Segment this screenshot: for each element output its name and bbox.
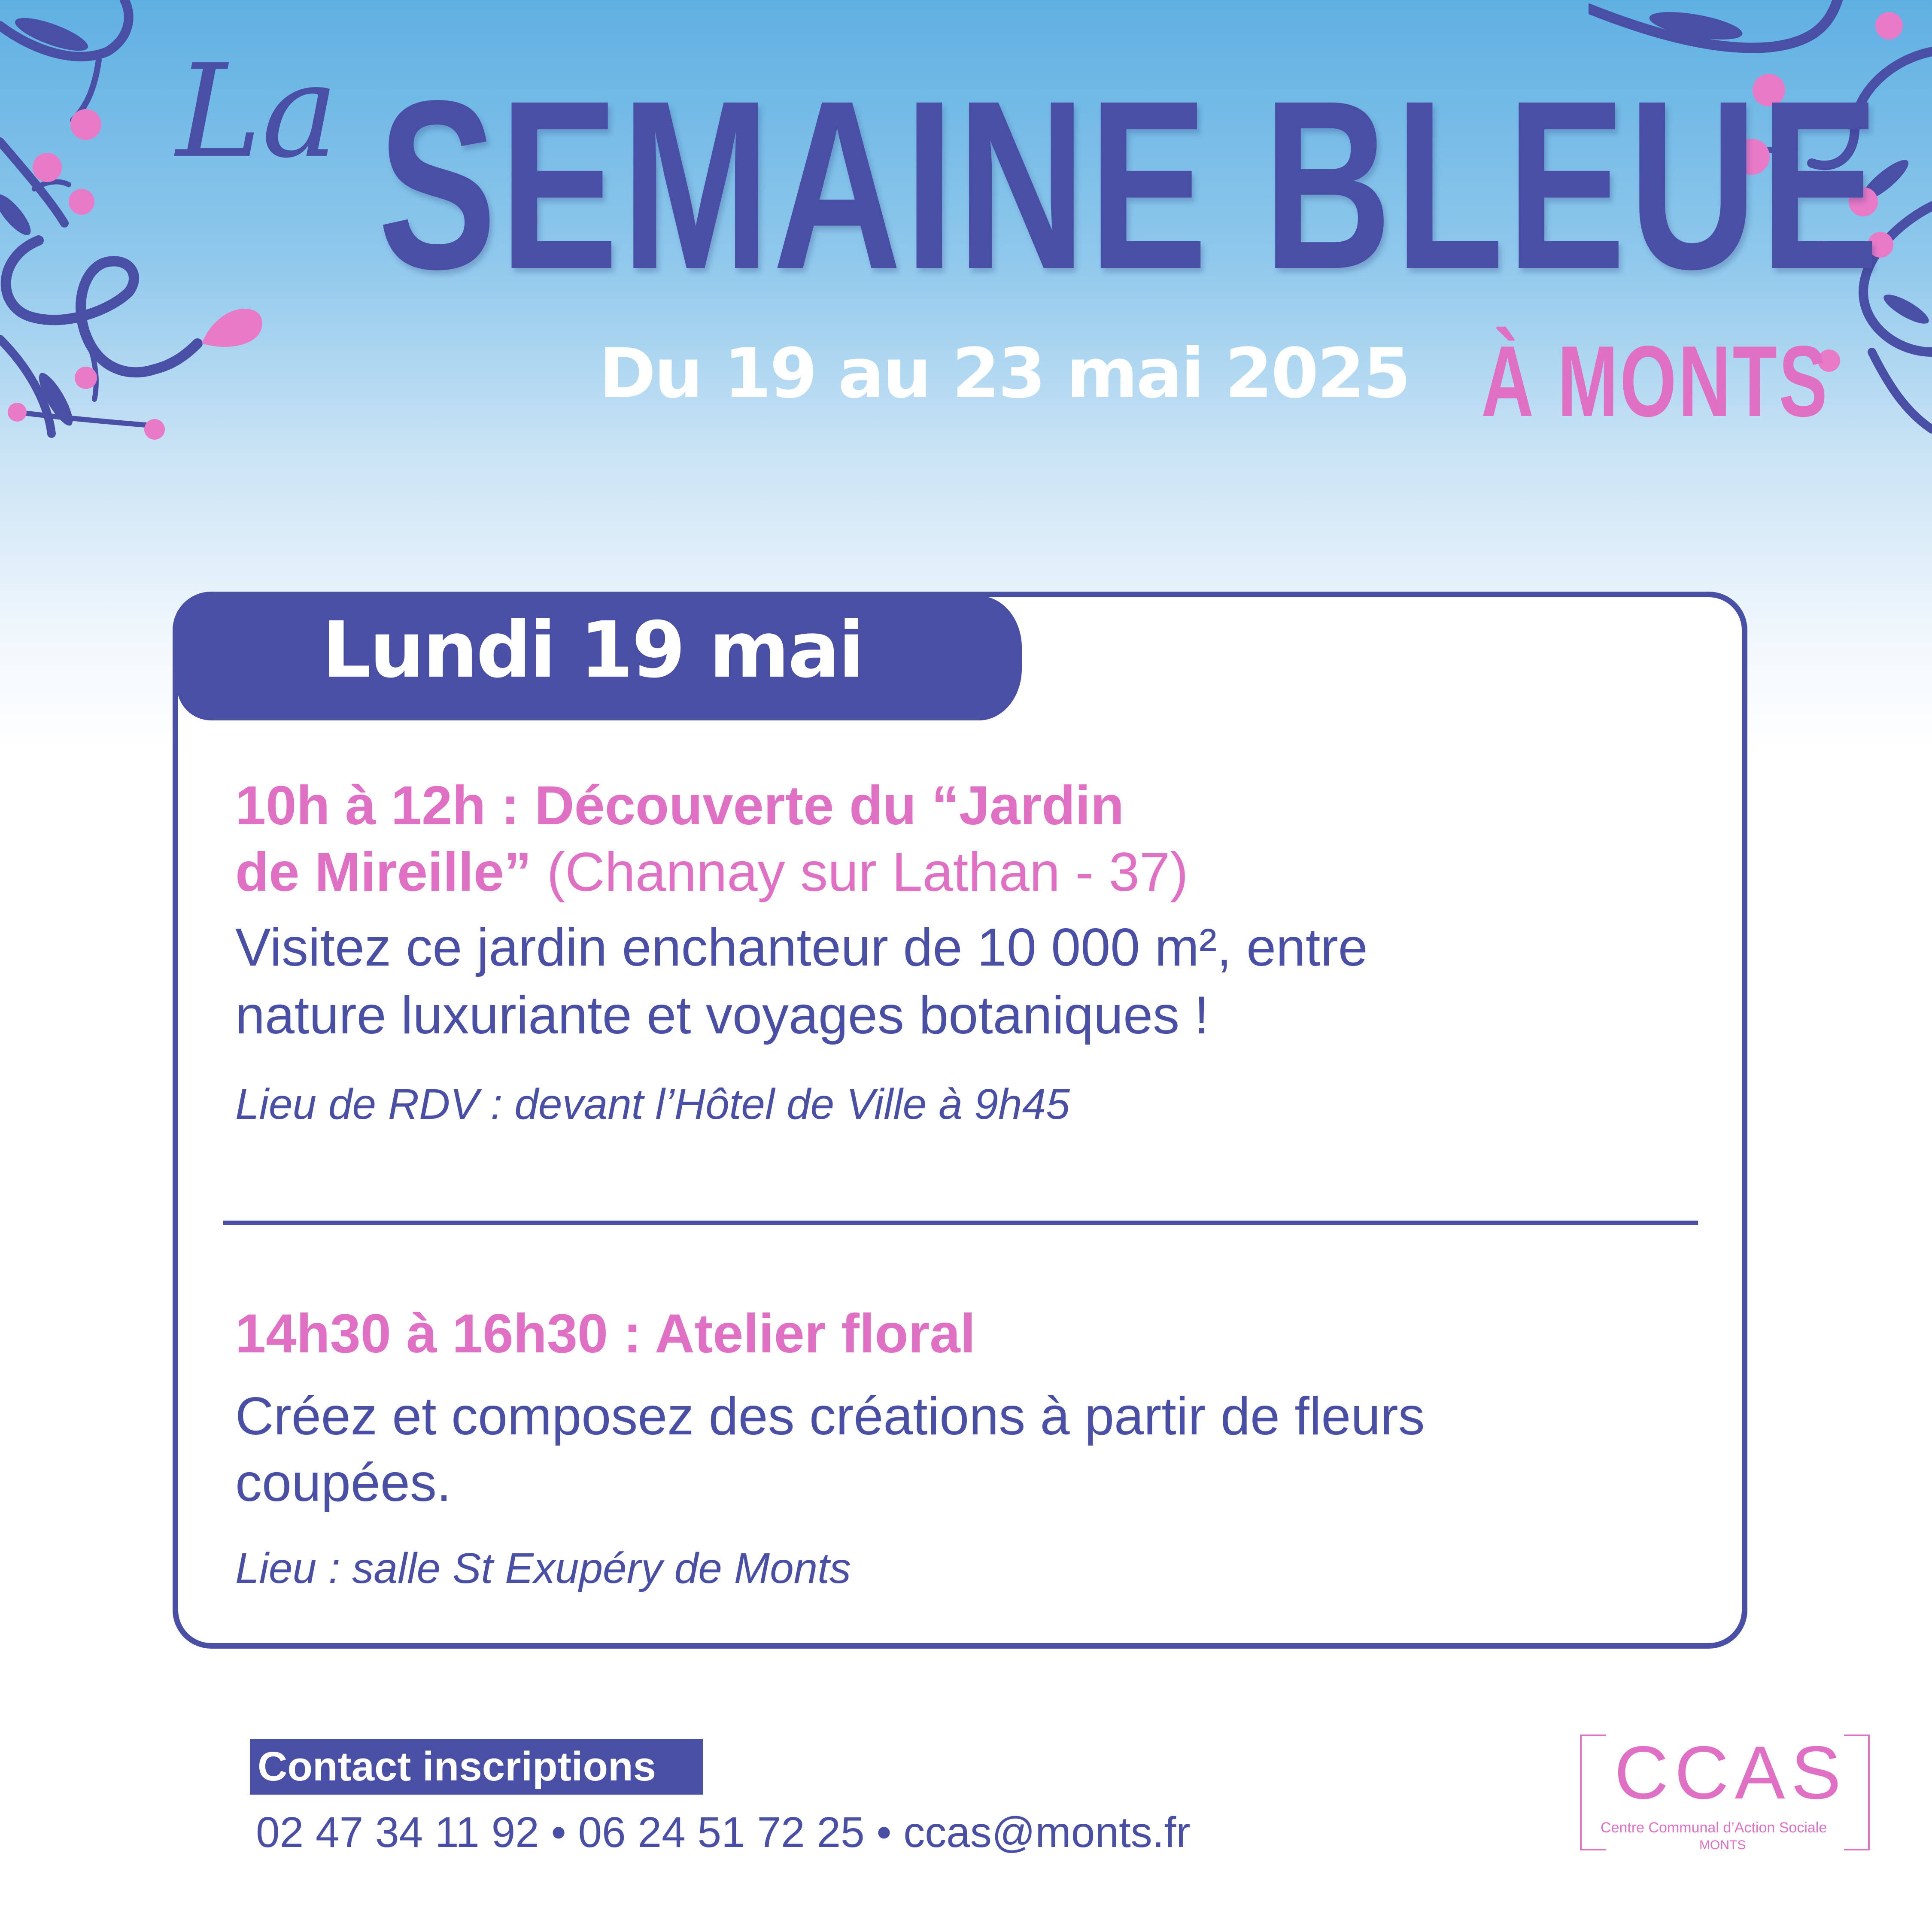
event-2-description-line1: Créez et composez des créations à partir de fleurs <box>235 1387 1425 1446</box>
event-town: À MONTS <box>1481 325 1829 437</box>
event-2-title: 14h30 à 16h30 : Atelier floral <box>235 1303 976 1364</box>
event-dates: Du 19 au 23 mai 2025 <box>599 333 1410 413</box>
event-1-description-line2: nature luxuriante et voyages botaniques ! <box>235 986 1209 1045</box>
page-title: SEMAINE BLEUE <box>378 50 1882 319</box>
ccas-logo-fullname: Centre Communal d’Action Sociale <box>1601 1820 1827 1836</box>
title-prefix: La <box>176 36 339 186</box>
event-1-title-line2 <box>235 839 1188 905</box>
event-1-description-line1: Visitez ce jardin enchanteur de 10 000 m², entre <box>235 918 1368 977</box>
event-1-title-name: de Mireille” <box>235 841 532 903</box>
event-divider <box>223 1221 1698 1225</box>
event-2-location: Lieu : salle St Exupéry de Monts <box>235 1544 851 1592</box>
event-1-title-line1: 10h à 12h : Découverte du “Jardin <box>235 775 1124 836</box>
event-2-description-line2: coupées. <box>235 1453 452 1513</box>
contact-label: Contact inscriptions <box>258 1744 656 1789</box>
day-label: Lundi 19 mai <box>322 605 863 695</box>
ccas-logo-town: MONTS <box>1699 1838 1746 1852</box>
contact-details[interactable]: 02 47 34 11 92 • 06 24 51 72 25 • ccas@monts.fr <box>256 1808 1191 1856</box>
ccas-logo-acronym: CCAS <box>1614 1731 1847 1815</box>
event-1-meeting-point: Lieu de RDV : devant l’Hôtel de Ville à 9h45 <box>235 1080 1070 1128</box>
event-1-place: (Channay sur Lathan - 37) <box>532 841 1188 903</box>
